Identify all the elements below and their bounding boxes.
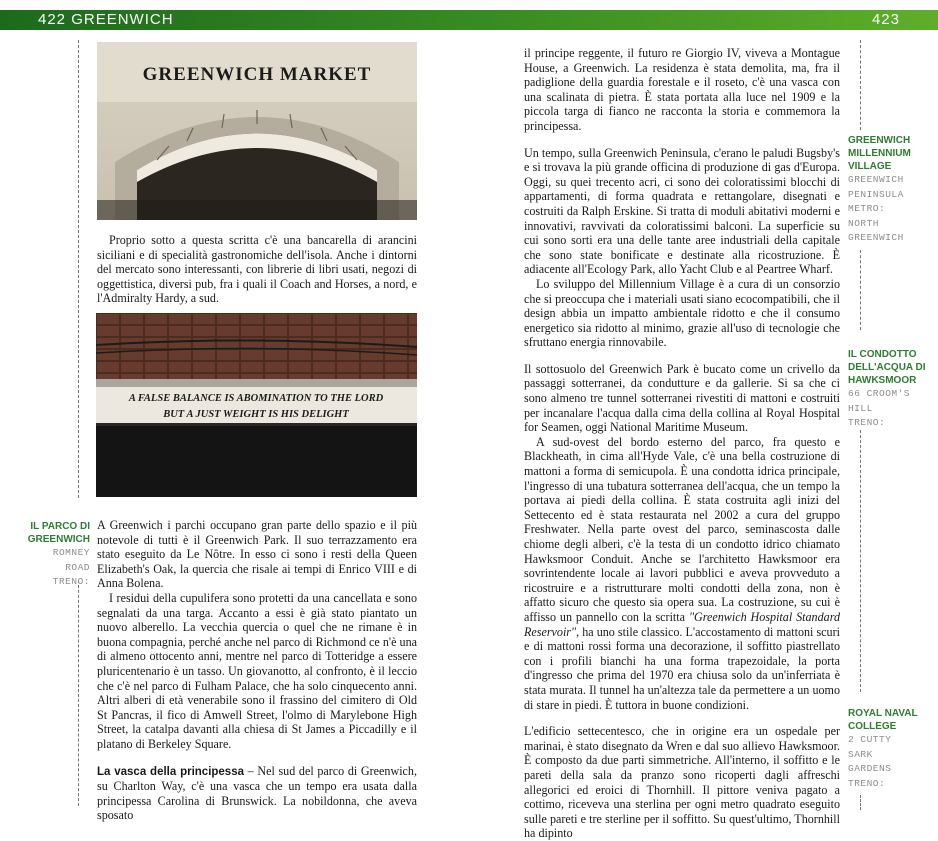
right-dashed-rule-4 (860, 795, 861, 810)
brick-banner-photo (96, 313, 417, 497)
sidebar-title-line: MILLENNIUM (848, 148, 911, 159)
right-page-number: 423 (871, 11, 900, 28)
sidebar-address-line: ROMNEY (52, 547, 90, 558)
left-dashed-rule-upper (78, 40, 79, 498)
left-page-header: 422 GREENWICH (38, 11, 174, 28)
right-body-text (524, 46, 840, 841)
sidebar-address-line: 2 CUTTY (848, 734, 892, 745)
sidebar-address-line: GREENWICH (848, 232, 904, 244)
sidebar-address-line: TRENO: (848, 777, 886, 789)
sidebar-address-line: PENINSULA (848, 188, 904, 200)
sidebar-address-line: GREENWICH (848, 174, 904, 185)
vasca-paragraph (97, 764, 417, 823)
naval-paragraph-1: L'edificio settecentesco, che in origine era un ospedale per marinai, è stato disegnato da Wren e dal suo allievo Hawksmoor. È composto da due parti simmetriche. All'interno, il soffitto e le pareti della sala da pranzo sono ricoperti dagli affreschi allegorici ed eroici di Thornhill. Il pittore veniva pagato a cottimo, riceveva una sterlina per ogni metro quadrato eseguito sulle pareti e tre sterline per il soffitto. Su quest'ultimo, Thornhill ha dipinto (524, 724, 840, 841)
sidebar-address-line: GARDENS (848, 763, 892, 775)
sidebar-address-line: HILL (848, 402, 873, 414)
reservoir-name: "Greenwich Hospital Standard Reservoir" (524, 609, 840, 639)
right-dashed-rule-1 (860, 40, 861, 130)
sidebar-title-line: DELL'ACQUA DI (848, 362, 926, 373)
park-paragraph-2: I residui della cupulifera sono protetti da una cancellata e sono segnalati da una targa. Accanto a essi è già stato piantato un nuovo alberello. La vecchia quercia o quel che ne rimane è in buona compagnia, perché anche nel parco di Richmond ce n'è una di almeno ottocento anni, mentre nel parco di Totteridge a essere pluricentenario è un tasso. Un giovanotto, al confronto, è il leccio che c'è nel parco di Fulham Palace, che ha solo cinquecento anni. Altri alberi di età venerabile sono il frassino del cimitero di Old St Pancras, il fico di Amwell Street, l'olmo di Marylebone High Street, la catalpa davanti alla chiesa di St James a Piccadilly e il platano di Berkeley Square. (97, 590, 417, 751)
sidebar-title-line: VILLAGE (848, 161, 892, 172)
sidebar-address-line: METRO: (848, 203, 886, 215)
banner-line-2: BUT A JUST WEIGHT IS HIS DELIGHT (163, 409, 349, 420)
sidebar-title-line: GREENWICH (27, 534, 90, 545)
market-sign-text: GREENWICH MARKET (142, 64, 372, 85)
sidebar-greenwich-park (24, 520, 90, 590)
sidebar-hawksmoor-conduit (848, 348, 936, 431)
sidebar-title-line: COLLEGE (848, 721, 897, 732)
condotto-paragraph-1: Il sottosuolo del Greenwich Park è bucato come un crivello da passaggi sotterranei, da condutture e da gallerie. Si sa che ci sono almeno tre tunnel sotterranei rivestiti di mattoni e costruiti per incanalare l'acqua dalla cima della collina al Royal Hospital for Seamen, oggi National Maritime Museum. (524, 361, 840, 435)
sidebar-title-line: ROYAL NAVAL (848, 708, 918, 719)
right-dashed-rule-2 (860, 250, 861, 330)
condotto-text-b: , ha uno stile classico. L'accostamento di mattoni scuri e di mattoni rossi forma una decorazione, il soffitto piastrellato con i profili bianchi ha una forma trapezoidale, la porta d'ingresso che prima del 1970 era chiusa solo da un'inferriata è stata murata. Il tunnel ha un'altezza tale da permettere a un uomo di stare in piedi. È tuttora in buone condizioni. (524, 624, 840, 712)
market-caption-paragraph: Proprio sotto a questa scritta c'è una bancarella di arancini siciliani e di specialità gastronomiche dell'isola. Anche i dintorni del mercato sono interessanti, con librerie di libri usati, negozi di oggettistica, diversi pub, fra i quali il Coach and Horses, a nord, e l'Admiralty Hardy, a sud. (97, 233, 417, 306)
sidebar-title-line: GREENWICH (848, 135, 911, 146)
park-paragraph-1: A Greenwich i parchi occupano gran parte dello spazio e il più notevole di tutti è il Greenwich Park. Il suo terrazzamento era stato eseguito da Le Nôtre. In esso ci sono i resti della Queen Elizabeth's Oak, la quercia che risale ai tempi di Enrico VIII e di Anna Bolena. (97, 518, 417, 591)
sidebar-title-line: IL PARCO DI (30, 521, 90, 532)
continuation-paragraph: il principe reggente, il futuro re Giorgio IV, viveva a Montague House, a Greenwich. La residenza è stata demolita, ma, fra il padiglione della guardia forestale e il roseto, c'è una vasca con una scalinata di pietra. È stata portata alla luce nel 1909 e la piccola targa di fianco ne racconta la storia e commemora la principessa. (524, 46, 840, 133)
greenwich-market-photo (97, 42, 417, 220)
sidebar-address-line: ROAD (65, 561, 90, 573)
sidebar-address-line: SARK (848, 748, 873, 760)
vasca-text: – Nel sud del parco di Greenwich, su Charlton Way, c'è una vasca che un tempo era usata dalla principessa Carolina di Brunswick. La nobildonna, che aveva sposato (97, 763, 417, 823)
vasca-heading: La vasca della principessa (97, 765, 244, 778)
condotto-text-a: A sud-ovest del bordo esterno del parco, fra questo e Blackheath, in cima all'Hyde Vale, c'è una bella costruzione di mattoni a forma di semicupola. È una condotta idrica principale, l'ingresso di una tubatura sotterranea dell'acqua, che un tempo la portava ai piedi della collina. È stata costruita agli inizi del Settecento ed è stata restaurata nel 2002 a cura del gruppo Freshwater. Nella parte ovest del parco, seminascosta dalle chiome degli alberi, c'è la testa di un condotto idrico chiamato Hawksmoor Conduit. Anche se l'architetto Hawksmoor era sovrintendente locale ai lavori pubblici e aveva provveduto a ricostruire e a ristrutturare molti condotti della zona, non è affatto sicuro che questo sia opera sua. La costruzione, su cui è affisso un pannello con la scritta (524, 434, 840, 624)
market-caption-text (97, 233, 417, 306)
sidebar-title-line: HAWKSMOOR (848, 375, 917, 386)
right-dashed-rule-3 (860, 430, 861, 692)
sidebar-title-line: IL CONDOTTO (848, 349, 917, 360)
sidebar-address-line: NORTH (848, 217, 880, 229)
page-header-bar (0, 10, 938, 30)
sidebar-address-line: 66 CROOM'S (848, 388, 911, 399)
sidebar-millennium-village (848, 134, 936, 246)
left-body-text (97, 518, 417, 823)
village-paragraph-2: Lo sviluppo del Millennium Village è a cura di un consorzio che si preoccupa che i materiali usati siano ecocompatibili, che il design abbia un impatto ambientale ridotto e che il consumo energetico sia ridotto al minimo, grazie all'uso di tecnologie che sfruttano energia rinnovabile. (524, 276, 840, 350)
condotto-paragraph-2 (524, 435, 840, 712)
banner-line-1: A FALSE BALANCE IS ABOMINATION TO THE LORD (128, 393, 384, 404)
sidebar-royal-naval-college (848, 707, 936, 791)
village-paragraph-1: Un tempo, sulla Greenwich Peninsula, c'erano le paludi Bugsby's e si trovava la più grande officina di produzione di gas d'Europa. Oggi, su quei trecento acri, ci sono dei coloratissimi blocchi di appartamenti, di forma quadrata e rettangolare, disegnati e costruiti da Ralph Erskine. Si tratta di moduli abitativi moderni e innovativi, ravvivati da coloratissimi balconi. La superficie su cui sono sorti era una delle tante aree industriali della capitale che sono state bonificate e destinate alla ricostruzione. È adiacente all'Ecology Park, allo Yacht Club e al Peartree Wharf. (524, 145, 840, 277)
left-dashed-rule-lower (78, 580, 79, 806)
sidebar-address-line: TRENO: (52, 576, 90, 588)
sidebar-address-line: TRENO: (848, 417, 886, 429)
